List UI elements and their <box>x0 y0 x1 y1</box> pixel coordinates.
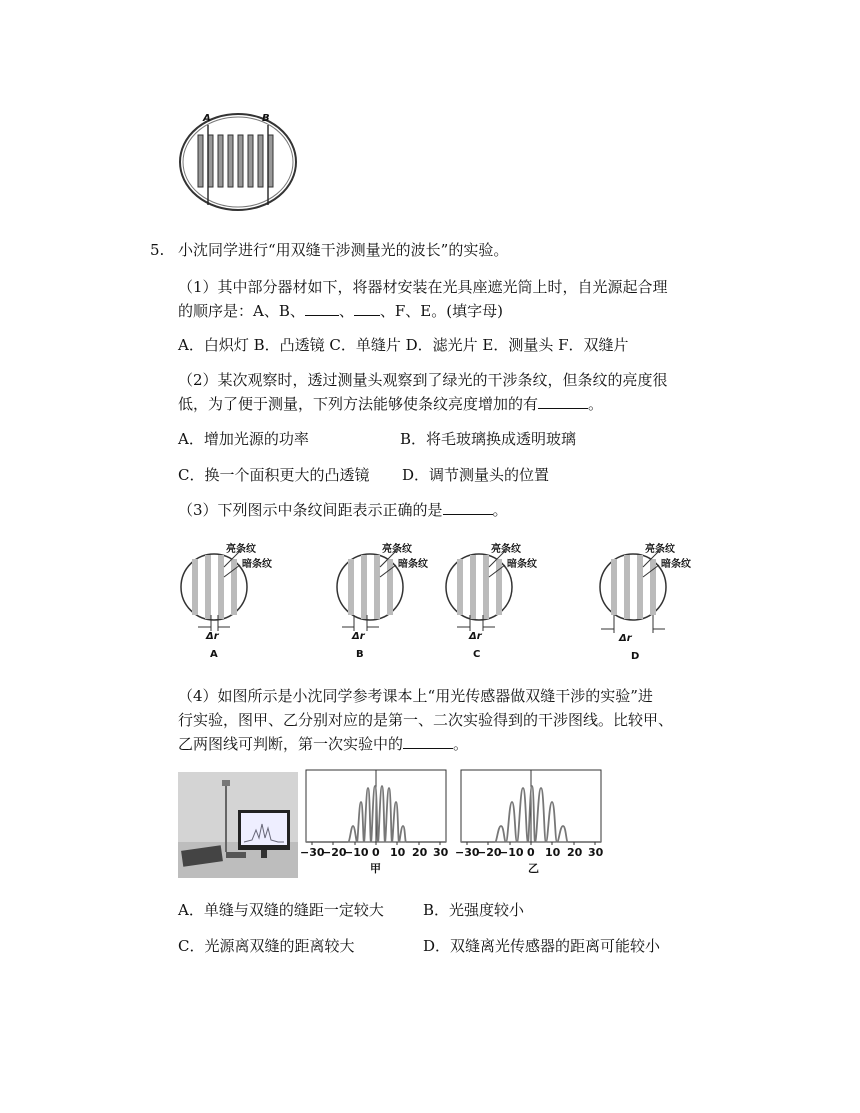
part4-option-b: B．光强度较小 <box>423 901 525 919</box>
label-a: A <box>203 113 211 124</box>
part4-line2: 行实验，图甲、乙分别对应的是第一、二次实验得到的干涉图线。比较甲、 <box>178 711 674 729</box>
graph-yi-label: 乙 <box>528 862 539 875</box>
part4-line1: （4）如图所示是小沈同学参考课本上“用光传感器做双缝干涉的实验”进 <box>178 687 653 705</box>
tick-label: 20 <box>412 846 428 859</box>
dark-fringe-label: 暗条纹 <box>507 559 537 570</box>
tick-label: 0 <box>372 846 380 859</box>
delta-r-label: Δr <box>352 631 365 642</box>
answer-blank-2[interactable] <box>354 301 380 316</box>
fringe-figure-b <box>334 537 444 662</box>
part1-line2-prefix: 的顺序是：A、B、 <box>178 302 305 320</box>
option-label: A <box>210 649 218 660</box>
tick-label: 0 <box>527 846 535 859</box>
tick-label: 10 <box>545 846 561 859</box>
fringe-figure-d <box>597 537 707 662</box>
tick-label: −30 <box>455 846 480 859</box>
delta-r-label: Δr <box>469 631 482 642</box>
tick-label: −30 <box>300 846 325 859</box>
delta-r-label: Δr <box>206 631 219 642</box>
graph-jia-label: 甲 <box>370 862 381 875</box>
graph-yi <box>455 768 607 878</box>
label-b: B <box>262 113 270 124</box>
answer-blank-1[interactable] <box>305 301 339 316</box>
tick-label: −20 <box>322 846 347 859</box>
option-label: D <box>631 651 640 662</box>
part1-line2-suffix: 、F、E。(填字母) <box>379 302 503 320</box>
tick-label: 30 <box>433 846 449 859</box>
top-fringe-figure <box>178 105 300 215</box>
part2-line2 <box>178 394 603 414</box>
part4-option-d: D．双缝离光传感器的距离可能较小 <box>423 937 661 955</box>
dark-fringe-label: 暗条纹 <box>242 559 272 570</box>
apparatus-photo <box>178 772 298 878</box>
option-label: B <box>356 649 364 660</box>
graph-jia <box>300 768 452 878</box>
part1-line2-sep: 、 <box>338 302 354 320</box>
part1-line1: （1）其中部分器材如下，将器材安装在光具座遮光筒上时，自光源起合理 <box>178 278 668 296</box>
tick-label: 30 <box>588 846 604 859</box>
part4-option-a: A．单缝与双缝的缝距一定较大 <box>178 901 384 919</box>
part4-line3 <box>178 734 468 754</box>
part3-line1 <box>178 500 508 520</box>
part2-option-b: B．将毛玻璃换成透明玻璃 <box>400 430 577 448</box>
answer-blank-4[interactable] <box>443 500 493 515</box>
bright-fringe-label: 亮条纹 <box>382 544 412 555</box>
tick-label: −10 <box>499 846 524 859</box>
dark-fringe-label: 暗条纹 <box>398 559 428 570</box>
delta-r-label: Δr <box>619 633 632 644</box>
tick-label: −20 <box>477 846 502 859</box>
question-number: 5. <box>150 241 165 259</box>
part2-line1: （2）某次观察时，透过测量头观察到了绿光的干涉条纹，但条纹的亮度很 <box>178 371 668 389</box>
fringe-figure-c <box>443 537 553 662</box>
part2-option-a: A．增加光源的功率 <box>178 430 309 448</box>
part2-line2-end: 。 <box>588 395 604 413</box>
answer-blank-5[interactable] <box>403 734 453 749</box>
answer-blank-3[interactable] <box>538 394 588 409</box>
bright-fringe-label: 亮条纹 <box>645 544 675 555</box>
bright-fringe-label: 亮条纹 <box>226 544 256 555</box>
dark-fringe-label: 暗条纹 <box>661 559 691 570</box>
part4-line3-end: 。 <box>453 735 469 753</box>
fringe-figure-a <box>178 537 288 662</box>
tick-label: 20 <box>567 846 583 859</box>
tick-label: −10 <box>344 846 369 859</box>
part1-options: A．白炽灯 B．凸透镜 C．单缝片 D．滤光片 E．测量头 F．双缝片 <box>178 336 629 354</box>
part2-option-c: C．换一个面积更大的凸透镜 <box>178 466 370 484</box>
part3-line1-end: 。 <box>492 501 508 519</box>
part3-line1-text: （3）下列图示中条纹间距表示正确的是 <box>178 501 443 519</box>
question-title: 小沈同学进行“用双缝干涉测量光的波长”的实验。 <box>178 241 509 259</box>
bright-fringe-label: 亮条纹 <box>491 544 521 555</box>
part1-line2 <box>178 301 503 321</box>
tick-label: 10 <box>390 846 406 859</box>
part4-option-c: C．光源离双缝的距离较大 <box>178 937 355 955</box>
part2-option-d: D．调节测量头的位置 <box>402 466 550 484</box>
part2-line2-text: 低，为了便于测量，下列方法能够使条纹亮度增加的有 <box>178 395 539 413</box>
part4-line3-text: 乙两图线可判断，第一次实验中的 <box>178 735 404 753</box>
option-label: C <box>473 649 481 660</box>
